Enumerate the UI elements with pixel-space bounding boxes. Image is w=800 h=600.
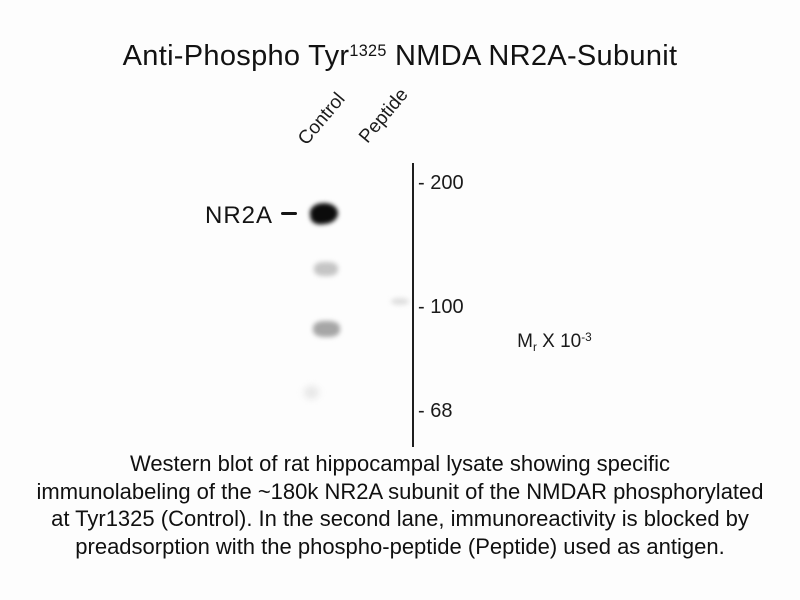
blot-band-control-faint-lower: [313, 321, 340, 337]
mw-unit-label: [496, 309, 592, 375]
title-text-before: Anti-Phospho Tyr: [122, 40, 350, 72]
blot-smudge-near-100-marker: [391, 298, 409, 305]
blot-band-nr2a-control-strong: [309, 201, 339, 225]
lane-label-peptide: Peptide: [355, 84, 413, 148]
title-text-after: NMDA NR2A-Subunit: [386, 40, 678, 72]
lane-label-control: Control: [294, 88, 350, 150]
band-label-nr2a: NR2A: [205, 202, 274, 229]
blot-band-control-faint-upper: [314, 262, 338, 276]
mw-marker-100: - 100: [418, 296, 464, 318]
mw-marker-200: - 200: [418, 172, 464, 194]
band-pointer-dash: [281, 212, 297, 215]
caption-line-4: preadsorption with the phospho-peptide (Peptide) used as antigen.: [75, 533, 725, 559]
blot-smudge-low-faint: [304, 386, 319, 399]
caption-line-1: Western blot of rat hippocampal lysate showing specific: [129, 451, 671, 476]
molecular-weight-axis-line: [412, 163, 414, 447]
title-superscript: 1325: [349, 42, 387, 61]
mw-marker-68: - 68: [418, 400, 453, 422]
mw-unit-sup-exp: -3: [581, 331, 592, 345]
mw-unit-sub-r: r: [532, 341, 537, 355]
mw-unit-m: M: [517, 331, 533, 352]
caption-line-3: at Tyr1325 (Control). In the second lane, immunoreactivity is blocked by: [51, 506, 749, 531]
mw-unit-times: X 10: [536, 331, 582, 352]
caption-line-2: immunolabeling of the ~180k NR2A subunit of the NMDAR phosphorylated: [36, 478, 764, 504]
figure-caption: [0, 450, 800, 560]
figure-title: [0, 40, 800, 73]
